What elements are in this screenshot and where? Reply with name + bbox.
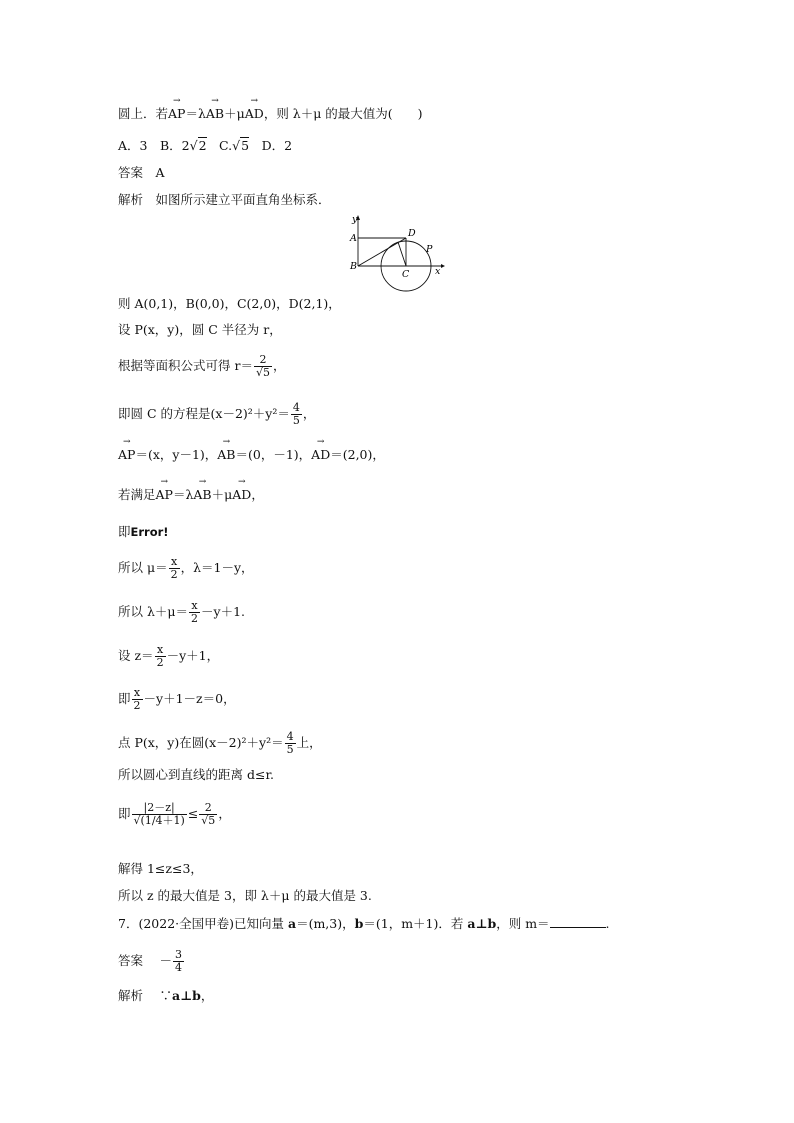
fraction-denominator: √5 — [201, 814, 216, 827]
text: . — [605, 916, 610, 931]
fraction-numerator: x — [156, 643, 164, 656]
text: ＝(0，－1)， — [235, 447, 312, 462]
text: ， — [251, 487, 264, 502]
label-a: A — [350, 233, 357, 244]
fraction-denominator: √(1/4＋1) — [133, 814, 185, 827]
line-solve — [118, 861, 203, 877]
answer-label: 答案 — [118, 953, 144, 968]
line-problem-stem — [118, 106, 423, 122]
fraction — [169, 556, 180, 581]
text: －y＋1－z＝0， — [143, 691, 236, 706]
fraction-denominator: 5 — [286, 743, 294, 756]
answer-sign: － — [159, 953, 173, 968]
label-c: C — [402, 269, 410, 280]
text: 点 P(x，y)在圆(x－2)²＋y²＝ — [118, 735, 284, 750]
text: 解得 1≤z≤3， — [118, 861, 203, 876]
text: 圆上．若 — [118, 106, 169, 121]
text: ∵ — [159, 988, 173, 1003]
text: ，则 λ＋μ 的最大值为( ) — [263, 106, 423, 121]
text: 所以圆心到直线的距离 d≤r. — [118, 767, 275, 782]
label-y: y — [352, 214, 358, 225]
line-vectors — [118, 447, 385, 463]
radius-segment — [398, 242, 406, 266]
answer-label: 答案 — [118, 165, 144, 180]
text: 若满足 — [118, 487, 156, 502]
line-analysis-7 — [118, 988, 213, 1004]
line-radius — [118, 354, 285, 379]
text: 即圆 C 的方程是(x－2)²＋y²＝ — [118, 406, 290, 421]
vector-ad: → AD — [232, 487, 251, 503]
analysis-label: 解析 — [118, 988, 144, 1003]
vector-ab: → AB — [193, 487, 211, 503]
text: ＝(x，y－1)， — [135, 447, 218, 462]
fraction — [254, 354, 272, 379]
text: 设 P(x，y)，圆 C 半径为 r， — [118, 322, 282, 337]
text: 7．(2022·全国甲卷)已知向量 — [118, 916, 288, 931]
x-axis-arrow — [441, 264, 445, 268]
analysis-text: 如图所示建立平面直角坐标系． — [155, 192, 331, 207]
fraction — [199, 802, 217, 827]
label-d: D — [408, 228, 416, 239]
text: ， — [218, 806, 231, 821]
perpendicular-condition: a⊥b — [467, 916, 497, 931]
fraction — [285, 731, 296, 756]
answer-blank — [550, 917, 606, 928]
fraction-numerator: 3 — [175, 948, 183, 961]
line-circle-equation — [118, 402, 315, 427]
vector-b: b — [354, 916, 364, 931]
option-text: D．2 — [249, 138, 293, 153]
line-answer-7 — [118, 949, 185, 974]
text: 即 — [118, 524, 131, 539]
text: －y＋1. — [201, 604, 246, 619]
fraction-denominator: 2 — [191, 612, 199, 625]
text: 即 — [118, 691, 131, 706]
vector-ad: → AD — [311, 447, 330, 463]
fraction — [189, 600, 200, 625]
text: ＝(m,3)， — [296, 916, 355, 931]
vector-ap: → AP — [118, 447, 135, 463]
fraction — [132, 687, 143, 712]
fraction — [155, 644, 166, 669]
line-inequality — [118, 802, 231, 827]
fraction-numerator: |2－z| — [143, 801, 175, 814]
line-options: A．3 B．2√2 C.√5 D．2 — [118, 138, 293, 153]
fraction-numerator: x — [191, 599, 198, 612]
fraction-numerator: 4 — [292, 401, 300, 414]
fraction-numerator: 2 — [259, 353, 267, 366]
answer-value: A — [155, 165, 165, 180]
fraction-numerator: x — [133, 686, 141, 699]
text: 设 z＝ — [118, 648, 154, 663]
line-analysis — [118, 192, 331, 208]
text: ＋μ — [224, 106, 245, 121]
text: ，则 m＝ — [496, 916, 550, 931]
label-x: x — [435, 266, 441, 277]
fraction-denominator: 4 — [175, 961, 183, 974]
line-answer — [118, 165, 165, 181]
fraction — [132, 802, 187, 827]
text: 则 A(0,1)，B(0,0)，C(2,0)，D(2,1)， — [118, 296, 341, 311]
text: －y＋1， — [166, 648, 220, 663]
vector-ad: → AD — [245, 106, 264, 122]
text: 根据等面积公式可得 r＝ — [118, 358, 253, 373]
fraction-denominator: 2 — [170, 568, 178, 581]
text: ≤ — [187, 806, 199, 821]
text: 上， — [296, 735, 322, 750]
text: ＝(1，m＋1)．若 — [363, 916, 468, 931]
line-set-z — [118, 644, 219, 669]
text: ＝(2,0)， — [330, 447, 385, 462]
line-error — [118, 524, 169, 540]
coordinate-figure — [346, 212, 446, 292]
vector-ap: → AP — [168, 106, 185, 122]
line-mu — [118, 556, 254, 581]
text: ， — [272, 358, 286, 373]
vector-ab: → AB — [206, 106, 224, 122]
fraction-numerator: x — [171, 555, 178, 568]
text: 即 — [118, 806, 131, 821]
label-p: P — [426, 244, 433, 255]
label-b: B — [350, 261, 357, 272]
fraction — [291, 402, 302, 427]
vector-ab: → AB — [217, 447, 235, 463]
analysis-label: 解析 — [118, 192, 144, 207]
radicand: 2 — [198, 138, 207, 153]
fraction-denominator: 2 — [156, 656, 164, 669]
line-point-on-circle — [118, 731, 322, 756]
fraction-numerator: 2 — [204, 801, 212, 814]
vector-a: a — [287, 916, 297, 931]
line-line-equation — [118, 687, 236, 712]
text: 所以 z 的最大值是 3，即 λ＋μ 的最大值是 3. — [118, 888, 372, 903]
fraction-denominator: 2 — [133, 699, 141, 712]
text: 所以 μ＝ — [118, 560, 168, 575]
text: ＝λ — [172, 487, 194, 502]
text: ，λ＝1－y， — [180, 560, 254, 575]
line-distance — [118, 767, 274, 783]
line-conclusion — [118, 888, 372, 904]
option-text: C. — [206, 138, 233, 153]
fraction-numerator: 4 — [286, 730, 294, 743]
error-text: Error! — [130, 525, 169, 539]
line-problem-7 — [118, 916, 610, 932]
text: ＋μ — [211, 487, 233, 502]
text: ， — [200, 988, 214, 1003]
fraction-denominator: √5 — [255, 366, 270, 379]
text: 所以 λ＋μ＝ — [118, 604, 189, 619]
line-set-p — [118, 322, 282, 338]
line-lambda-mu — [118, 600, 245, 625]
text: ＝λ — [185, 106, 206, 121]
option-text: A．3 B．2 — [118, 138, 190, 153]
radicand: 5 — [241, 138, 250, 153]
fraction-denominator: 5 — [292, 414, 300, 427]
fraction — [173, 949, 184, 974]
vector-ap: → AP — [156, 487, 173, 503]
text: ， — [302, 406, 316, 421]
line-condition — [118, 487, 264, 503]
line-coordinates — [118, 296, 341, 312]
perpendicular-condition: a⊥b — [172, 988, 201, 1003]
